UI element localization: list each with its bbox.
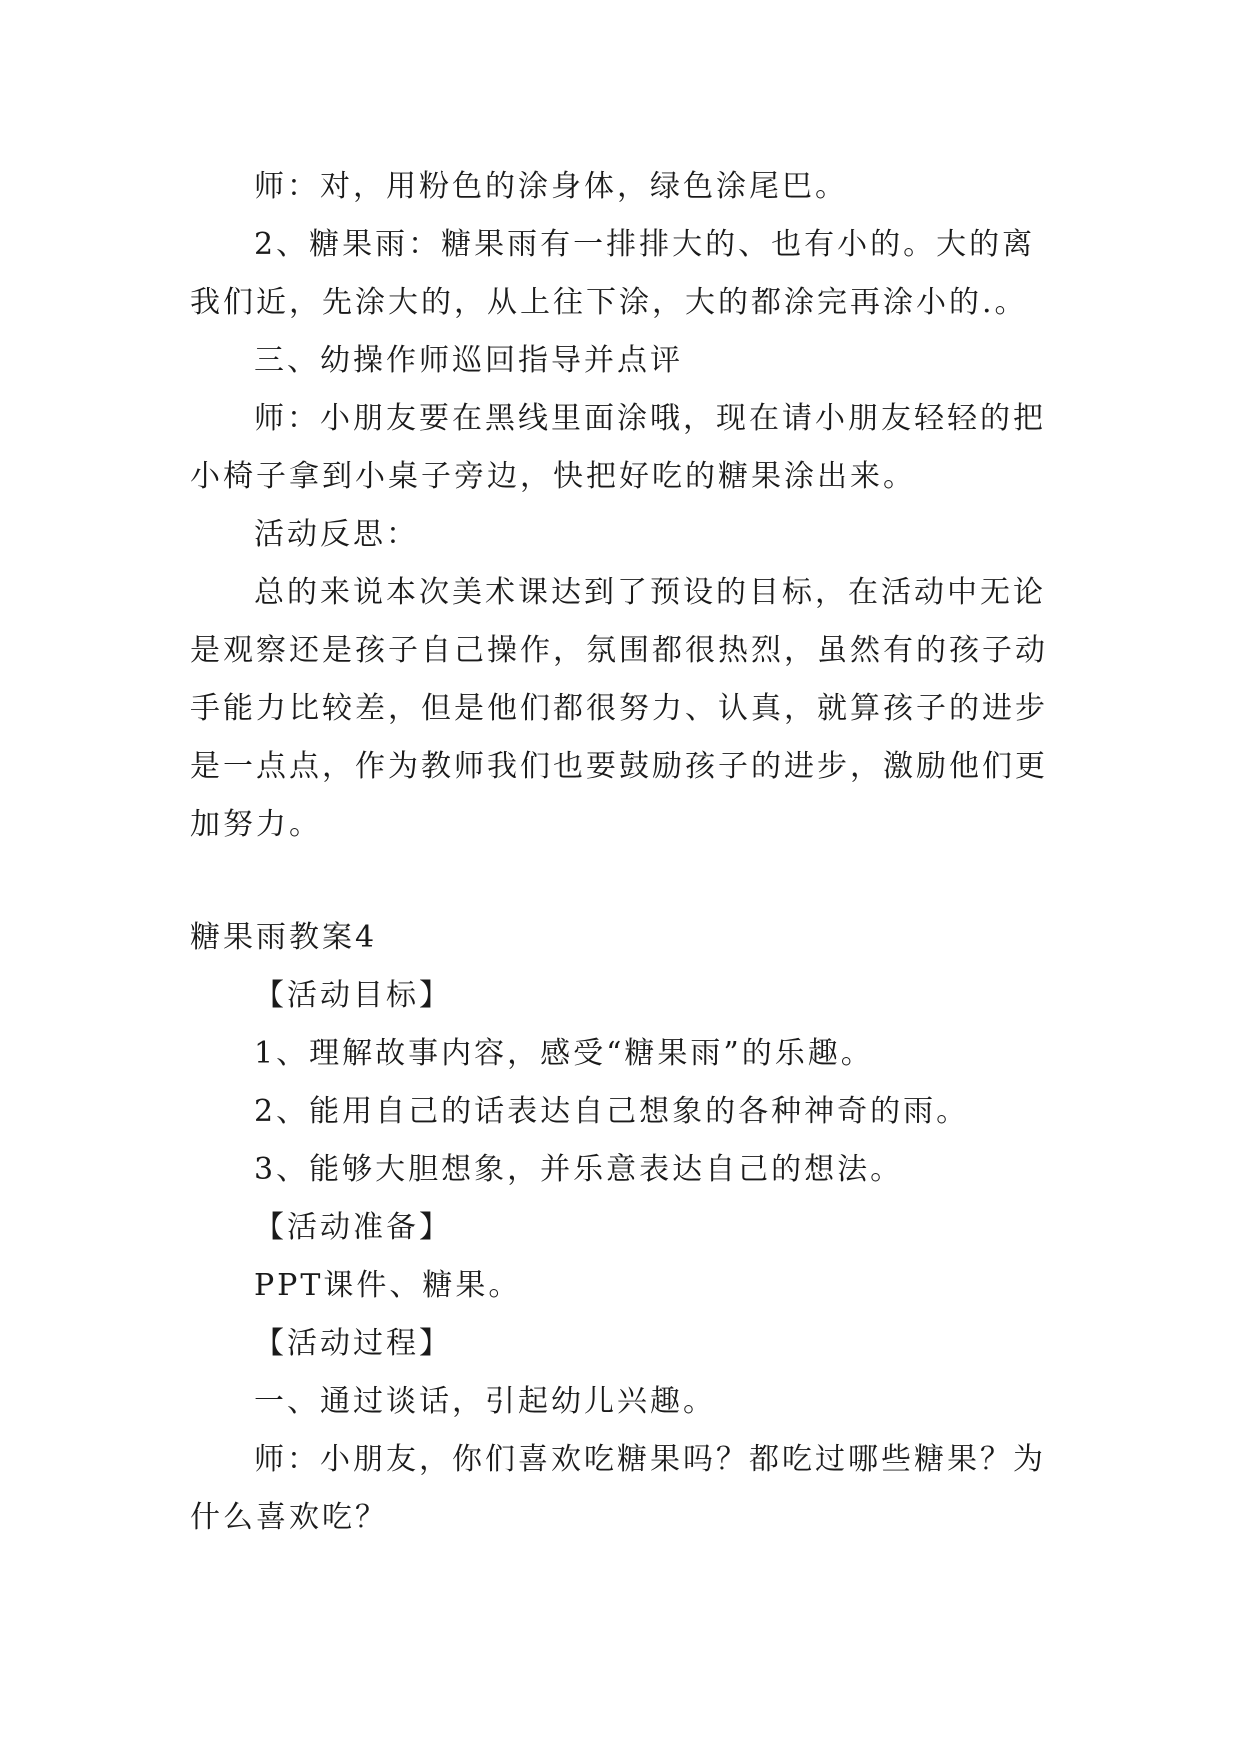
paragraph: PPT课件、糖果。 — [254, 1268, 522, 1303]
reflection-heading: 活动反思： — [254, 517, 419, 552]
list-item: 3、能够大胆想象，并乐意表达自己的想法。 — [254, 1152, 904, 1187]
section-title: 糖果雨教案4 — [190, 920, 378, 955]
paragraph: 师：对，用粉色的涂身体，绿色涂尾巴。 — [254, 169, 848, 204]
paragraph: 师：小朋友要在黑线里面涂哦，现在请小朋友轻轻的把小椅子拿到小桌子旁边，快把好吃的糖果涂出来。 — [190, 401, 1046, 494]
paragraph: 师：小朋友，你们喜欢吃糖果吗？都吃过哪些糖果？为什么喜欢吃？ — [190, 1442, 1046, 1535]
process-heading: 【活动过程】 — [254, 1326, 452, 1361]
list-item: 2、能用自己的话表达自己想象的各种神奇的雨。 — [254, 1094, 970, 1129]
paragraph: 2、糖果雨：糖果雨有一排排大的、也有小的。大的离我们近，先涂大的，从上往下涂，大的都涂完再涂小的.。 — [190, 227, 1036, 320]
paragraph: 一、通过谈话，引起幼儿兴趣。 — [254, 1384, 716, 1419]
list-item: 1、理解故事内容，感受“糖果雨”的乐趣。 — [254, 1036, 874, 1071]
paragraph: 总的来说本次美术课达到了预设的目标，在活动中无论是观察还是孩子自己操作，氛围都很热烈，虽然有的孩子动手能力比较差，但是他们都很努力、认真，就算孩子的进步是一点点，作为教师我们也要鼓励孩子的进步，激励他们更加努力。 — [190, 575, 1048, 842]
lesson-reflection-section — [190, 158, 1050, 854]
paragraph: 三、幼操作师巡回指导并点评 — [254, 343, 683, 378]
goals-heading: 【活动目标】 — [254, 978, 452, 1013]
preparation-heading: 【活动准备】 — [254, 1210, 452, 1245]
lesson-plan-4-section — [190, 909, 1050, 1547]
